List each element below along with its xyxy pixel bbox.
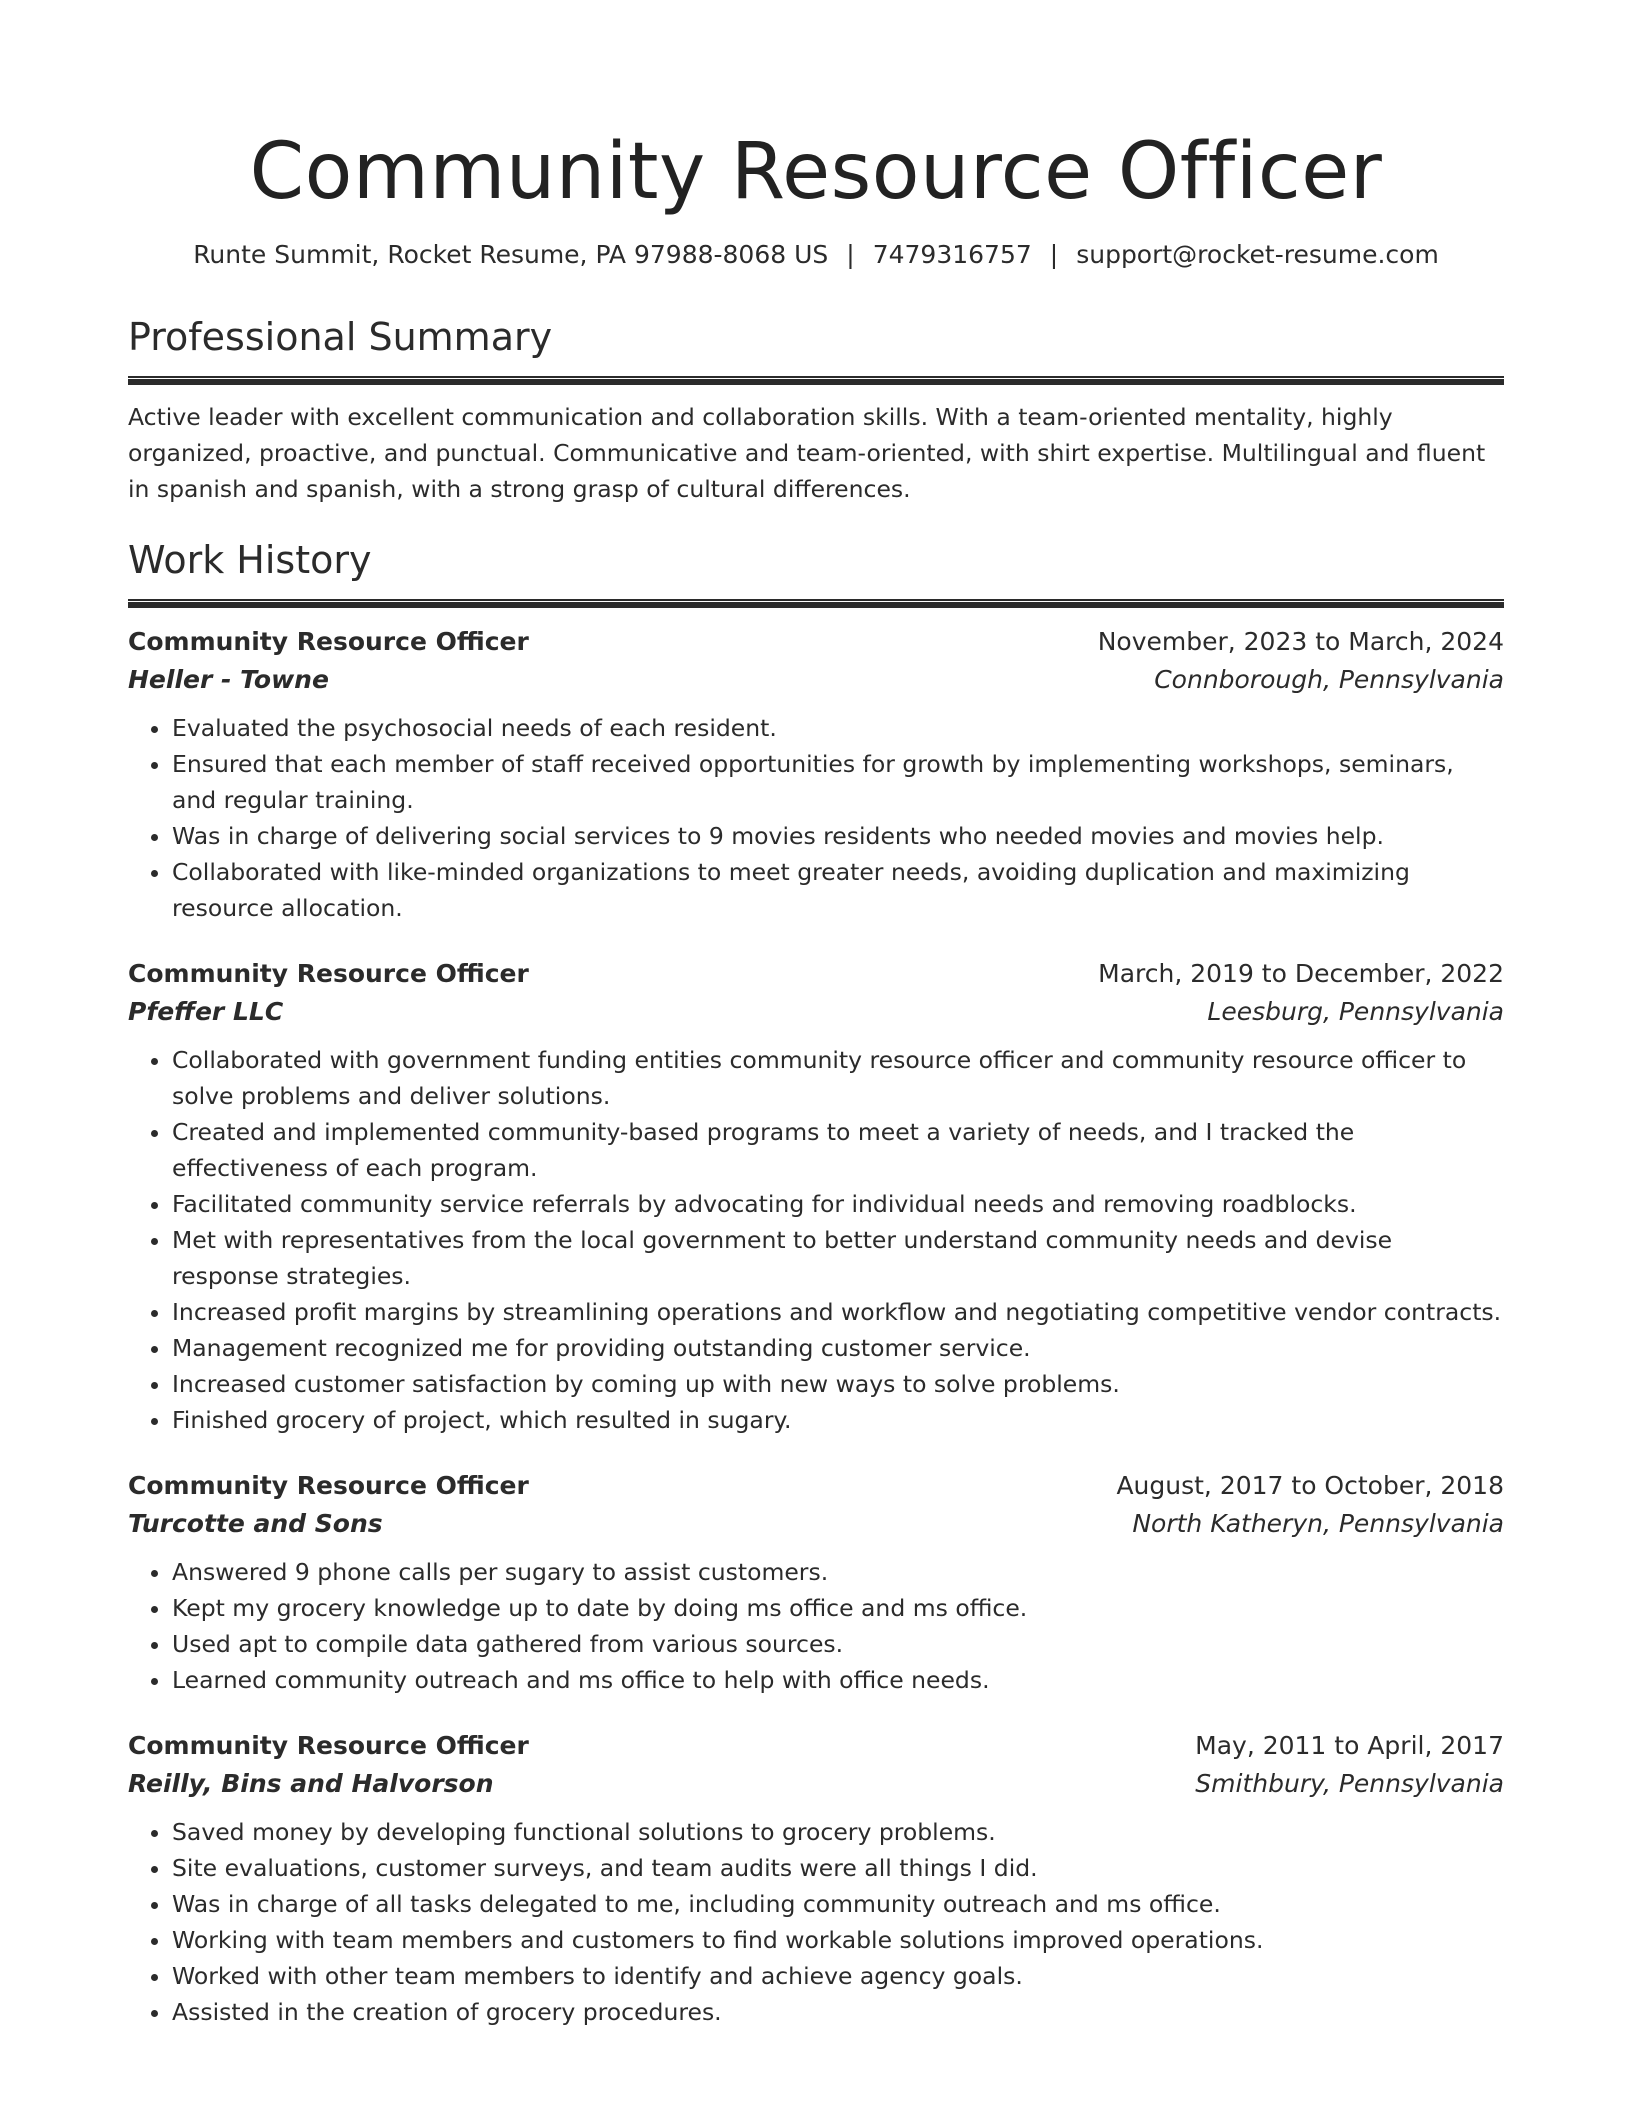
job-bullet: • Created and implemented community-based programs to meet a variety of needs, and I tracked the effectiveness of each program. xyxy=(172,1114,1504,1186)
job-company-row xyxy=(128,660,1504,700)
job-header-row xyxy=(128,624,1504,660)
contact-line xyxy=(128,238,1504,272)
job-company-row xyxy=(128,992,1504,1032)
job-bullet-list xyxy=(128,1042,1504,1438)
job-bullet: • Worked with other team members to identify and achieve agency goals. xyxy=(172,1958,1504,1994)
job-entry xyxy=(128,624,1504,926)
job-bullet: • Used apt to compile data gathered from various sources. xyxy=(172,1626,1504,1662)
resume-name: Community Resource Officer xyxy=(249,127,1383,217)
section-divider xyxy=(128,599,1504,608)
contact-phone: 7479316757 xyxy=(872,240,1032,269)
job-header-row xyxy=(128,1468,1504,1504)
job-bullet: • Met with representatives from the local government to better understand community needs and devise response strategies. xyxy=(172,1222,1504,1294)
job-bullet: • Collaborated with government funding entities community resource officer and community resource officer to solve problems and deliver solutions. xyxy=(172,1042,1504,1114)
job-bullet: • Site evaluations, customer surveys, and team audits were all things I did. xyxy=(172,1850,1504,1886)
job-bullet: • Increased customer satisfaction by coming up with new ways to solve problems. xyxy=(172,1366,1504,1402)
job-bullet: • Collaborated with like-minded organizations to meet greater needs, avoiding duplication and maximizing resource allocation. xyxy=(172,854,1504,926)
job-company: Turcotte and Sons xyxy=(128,1509,383,1538)
job-location: North Katheryn, Pennsylvania xyxy=(1132,1509,1504,1538)
job-bullet-list xyxy=(128,710,1504,926)
job-entry xyxy=(128,1468,1504,1698)
job-title: Community Resource Officer xyxy=(128,1471,529,1500)
job-company-row xyxy=(128,1504,1504,1544)
job-entry xyxy=(128,1728,1504,2030)
job-bullet-list xyxy=(128,1554,1504,1698)
job-bullet: • Management recognized me for providing outstanding customer service. xyxy=(172,1330,1504,1366)
work-history-section xyxy=(128,535,1504,2030)
job-bullet: • Ensured that each member of staff received opportunities for growth by implementing workshops, seminars, and regular training. xyxy=(172,746,1504,818)
job-company: Pfeffer LLC xyxy=(128,997,284,1026)
job-dates: August, 2017 to October, 2018 xyxy=(1116,1471,1504,1500)
contact-separator: | xyxy=(1049,240,1059,269)
job-bullet: • Finished grocery of project, which resulted in sugary. xyxy=(172,1402,1504,1438)
job-bullet: • Evaluated the psychosocial needs of each resident. xyxy=(172,710,1504,746)
job-header-row xyxy=(128,1728,1504,1764)
section-divider xyxy=(128,376,1504,385)
job-bullet: • Kept my grocery knowledge up to date by doing ms office and ms office. xyxy=(172,1590,1504,1626)
job-title: Community Resource Officer xyxy=(128,959,529,988)
job-entry xyxy=(128,956,1504,1438)
job-company-row xyxy=(128,1764,1504,1804)
job-location: Smithbury, Pennsylvania xyxy=(1195,1769,1504,1798)
job-location: Leesburg, Pennsylvania xyxy=(1207,997,1504,1026)
job-company: Heller - Towne xyxy=(128,665,329,694)
contact-email: support@rocket-resume.com xyxy=(1076,240,1439,269)
contact-address: Runte Summit, Rocket Resume, PA 97988-8068 US xyxy=(193,240,829,269)
contact-separator: | xyxy=(846,240,855,269)
section-title-summary: Professional Summary xyxy=(128,315,553,359)
job-bullet: • Saved money by developing functional solutions to grocery problems. xyxy=(172,1814,1504,1850)
job-bullet: • Assisted in the creation of grocery procedures. xyxy=(172,1994,1504,2030)
job-bullet: • Facilitated community service referrals by advocating for individual needs and removing roadblocks. xyxy=(172,1186,1504,1222)
job-bullet: • Working with team members and customers to find workable solutions improved operations. xyxy=(172,1922,1504,1958)
job-company: Reilly, Bins and Halvorson xyxy=(128,1769,494,1798)
job-title: Community Resource Officer xyxy=(128,627,529,656)
job-list xyxy=(128,624,1504,2030)
job-dates: November, 2023 to March, 2024 xyxy=(1097,627,1504,656)
resume-page xyxy=(128,120,1504,2030)
job-bullet: • Was in charge of delivering social services to 9 movies residents who needed movies and movies help. xyxy=(172,818,1504,854)
professional-summary-section xyxy=(128,312,1504,507)
job-bullet: • Learned community outreach and ms office to help with office needs. xyxy=(172,1662,1504,1698)
summary-text: Active leader with excellent communication and collaboration skills. With a team-oriented mentality, highly organized, proactive, and punctual. Communicative and team-oriented, with shirt expertise. Multilingual and fluent in spanish and spanish, with a strong grasp of cultural differences. xyxy=(128,403,1486,503)
job-title: Community Resource Officer xyxy=(128,1731,529,1760)
job-header-row xyxy=(128,956,1504,992)
section-title-work-history: Work History xyxy=(128,538,372,582)
job-bullet-list xyxy=(128,1814,1504,2030)
job-bullet: • Answered 9 phone calls per sugary to assist customers. xyxy=(172,1554,1504,1590)
job-dates: May, 2011 to April, 2017 xyxy=(1195,1731,1504,1760)
job-bullet: • Increased profit margins by streamlining operations and workflow and negotiating competitive vendor contracts. xyxy=(172,1294,1504,1330)
job-location: Connborough, Pennsylvania xyxy=(1154,665,1504,694)
job-dates: March, 2019 to December, 2022 xyxy=(1098,959,1504,988)
job-bullet: • Was in charge of all tasks delegated to me, including community outreach and ms office. xyxy=(172,1886,1504,1922)
